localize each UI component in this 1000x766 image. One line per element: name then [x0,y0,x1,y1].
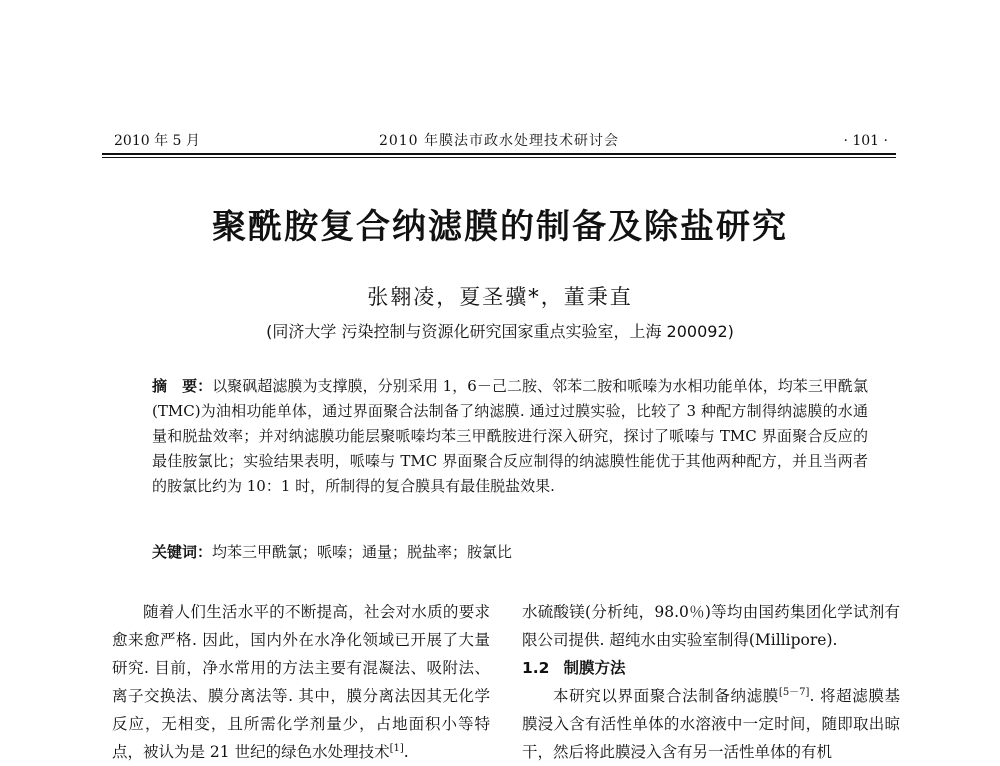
section-title: 制膜方法 [563,659,626,677]
materials-paragraph: 水硫酸镁(分析纯，98.0％)等均由国药集团化学试剂有限公司提供. 超纯水由实验室制得(Millipore). [522,603,900,649]
method-paragraph [522,682,900,766]
intro-end: . [403,743,409,761]
method-text-start: 本研究以界面聚合法制备纳滤膜 [553,687,779,705]
abstract-label: 摘 要： [152,377,213,395]
citation-1: [1] [389,742,404,754]
running-header [102,130,896,152]
authors: 张翱凌，夏圣骥*，董秉直 [367,285,633,309]
section-heading-1-2 [522,654,900,682]
intro-text: 随着人们生活水平的不断提高，社会对水质的要求愈来愈严格. 因此，国内外在水净化领域已开展了大量研究. 目前，净水常用的方法主要有混凝法、吸附法、离子交换法、膜分离法等. 其中，膜分离法因其无化学反应，无相变，且所需化学剂量少，占地面积小等特点，被认为是 21 世纪的绿色水处理技术 [112,603,490,761]
header-page-number: · 101 · [843,133,888,149]
section-number: 1.2 [522,659,550,677]
keywords-text: 均苯三甲酰氯；哌嗪；通量；脱盐率；胺氯比 [212,543,513,561]
keywords [152,540,868,564]
body-column-right [522,598,900,766]
header-rule-thick [102,153,896,155]
intro-paragraph [112,598,490,766]
affiliation: (同济大学 污染控制与资源化研究国家重点实验室，上海 200092) [266,322,734,341]
method-text-rest: . 将超滤膜基膜浸入含有活性单体的水溶液中一定时间，随即取出晾干，然后将此膜浸入含有另一活性单体的有机 [522,687,900,761]
citation-5-7: [5－7] [778,686,810,698]
header-rule-thin [102,157,896,158]
paper-title: 聚酰胺复合纳滤膜的制备及除盐研究 [212,207,788,247]
header-date: 2010 年 5 月 [114,133,200,149]
abstract [152,374,868,499]
body-column-left [112,598,490,766]
header-conference-title: 2010 年膜法市政水处理技术研讨会 [378,133,620,149]
keywords-label: 关键词： [152,543,213,561]
abstract-text: 以聚砜超滤膜为支撑膜，分别采用 1，6－己二胺、邻苯二胺和哌嗪为水相功能单体，均苯三甲酰氯(TMC)为油相功能单体，通过界面聚合法制备了纳滤膜. 通过过膜实验，比较了 3 种配方制得纳滤膜的水通量和脱盐效率；并对纳滤膜功能层聚哌嗪均苯三甲酰胺进行深入研究，探讨了哌嗪与 TMC 界面聚合反应的最佳胺氯比；实验结果表明，哌嗪与 TMC 界面聚合反应制得的纳滤膜性能优于其他两种配方，并且当两者的胺氯比约为 10：1 时，所制得的复合膜具有最佳脱盐效果. [152,377,868,495]
